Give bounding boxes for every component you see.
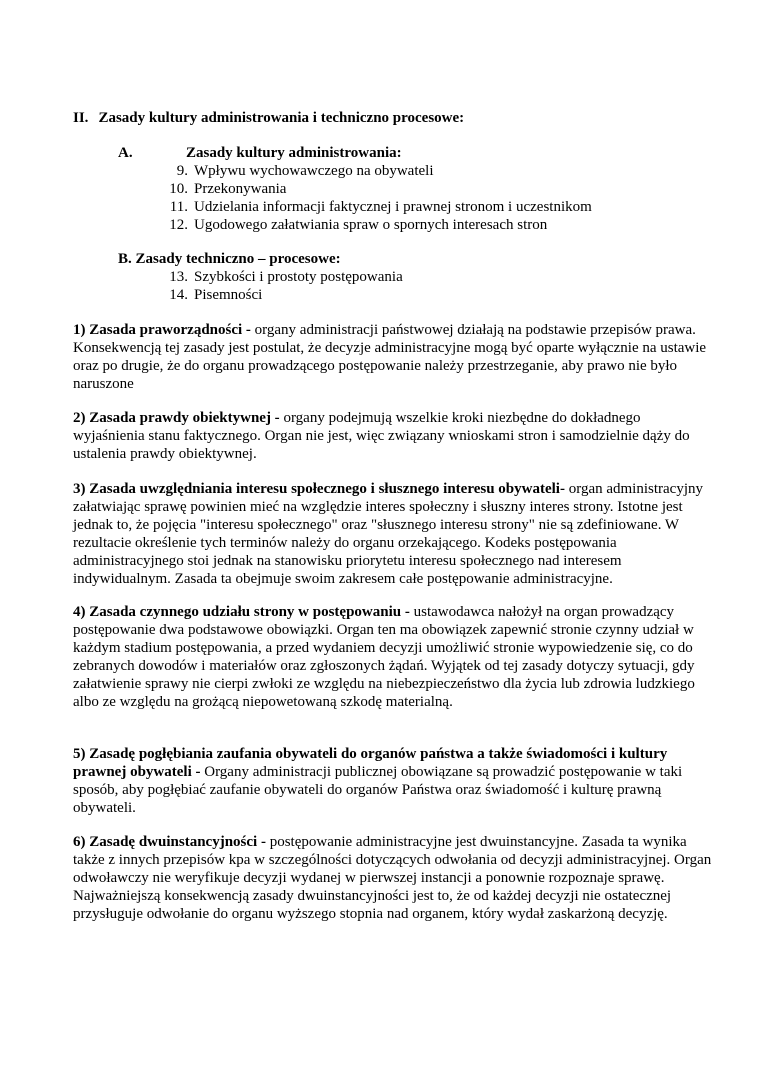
- list-item-number: 10.: [169, 181, 188, 197]
- subsection-a-list: [150, 162, 592, 234]
- paragraph-zaufanie: [73, 745, 713, 817]
- paragraph-praworzadnosc: [73, 321, 713, 393]
- paragraph-prawda-obiektywna: [73, 409, 713, 463]
- list-item-number: 13.: [169, 269, 188, 285]
- paragraph-czynny-udzial: [73, 603, 713, 711]
- subsection-b-heading: B. Zasady techniczno – procesowe:: [118, 251, 341, 267]
- paragraph-body: postępowanie administracyjne jest dwuinstancyjne. Zasada ta wynika także z innych przepisów kpa w szczególności dotyczących odwołania od decyzji administracyjnej. Organ odwoławczy nie weryfikuje decyzji wydanej w pierwszej instancji a ponownie rozpoznaje sprawę. Najważniejszą konsekwencją zasady dwuinstancyjności jest to, że od każdej decyzji nie ostatecznej przysługuje odwołanie do organu wyższego stopnia nad organem, który wydał zaskarżoną decyzję.: [73, 834, 712, 922]
- list-item-text: Wpływu wychowawczego na obywateli: [194, 163, 434, 179]
- list-item-number: 12.: [169, 217, 188, 233]
- paragraph-lead: 6) Zasadę dwuinstancyjności -: [73, 834, 266, 850]
- paragraph-lead: 5) Zasadę pogłębiania zaufania obywateli do organów państwa a także świadomości i kultury prawnej obywateli -: [73, 746, 668, 780]
- list-item-text: Pisemności: [194, 287, 263, 303]
- list-item-text: Przekonywania: [194, 181, 287, 197]
- list-item-number: 11.: [169, 199, 188, 215]
- list-item-text: Szybkości i prostoty postępowania: [194, 269, 403, 285]
- paragraph-lead: 2) Zasada prawdy obiektywnej -: [73, 410, 280, 426]
- list-item-number: 14.: [169, 287, 188, 303]
- list-item-text: Ugodowego załatwiania spraw o spornych interesach stron: [194, 217, 548, 233]
- paragraph-lead: 4) Zasada czynnego udziału strony w postępowaniu -: [73, 604, 410, 620]
- list-item-number: 9.: [176, 163, 188, 179]
- subsection-a-heading: [118, 144, 402, 162]
- section-title: Zasady kultury administrowania i techniczno procesowe:: [98, 110, 465, 126]
- subsection-b-list: [150, 268, 403, 304]
- paragraph-body: Organy administracji publicznej obowiązane są prowadzić postępowanie w taki sposób, aby pogłębiać zaufanie obywateli do organów Państwa oraz świadomość i kulturę prawną obywateli.: [73, 764, 683, 816]
- list-item-text: Udzielania informacji faktycznej i prawnej stronom i uczestnikom: [194, 199, 592, 215]
- paragraph-body: ustawodawca nałożył na organ prowadzący postępowanie dwa podstawowe obowiązki. Organ ten ma obowiązek zapewnić stronie czynny udział w każdym stadium postępowania, a przed wydaniem decyzji umożliwić stronie wypowiedzenie się, co do zebranych dowodów i materiałów oraz zgłoszonych żądań. Wyjątek od tej zasady dotyczy sytuacji, gdy załatwienie sprawy nie cierpi zwłoki ze względu na niebezpieczeństwo dla życia lub zdrowia ludzkiego albo ze względu na grożącą niepowetowaną szkodę materialną.: [73, 604, 695, 710]
- list-item: [150, 268, 403, 286]
- list-item: [150, 216, 592, 234]
- subsection-a-letter: A.: [118, 145, 133, 161]
- paragraph-lead: 1) Zasada praworządności -: [73, 322, 251, 338]
- paragraph-interes-spoleczny: [73, 480, 713, 588]
- list-item: [150, 286, 403, 304]
- paragraph-body: organy administracji państwowej działają na podstawie przepisów prawa. Konsekwencją tej zasady jest postulat, że decyzje administracyjne mogą być oparte wyłącznie na ustawie oraz po drugie, że do organu prowadzącego postępowanie należy przestrzeganie, aby prawo nie było naruszone: [73, 322, 707, 392]
- list-item: [150, 180, 592, 198]
- list-item: [150, 198, 592, 216]
- list-item: [150, 162, 592, 180]
- section-number: II.: [73, 110, 89, 126]
- section-heading: [73, 109, 464, 127]
- subsection-a-title: Zasady kultury administrowania:: [186, 145, 402, 161]
- paragraph-lead: 3) Zasada uwzględniania interesu społecznego i słusznego interesu obywateli-: [73, 481, 565, 497]
- paragraph-dwuinstancyjnosc: [73, 833, 713, 923]
- paragraph-body: organ administracyjny załatwiając sprawę powinien mieć na względzie interes społeczny i słuszny interes strony. Istotne jest jednak to, że pojęcia "interesu społecznego" oraz "słusznego interesu strony" nie są zdefiniowane. W rezultacie określenie tych terminów należy do organu orzekającego. Kodeks postępowania administracyjnego stoi jednak na stanowisku priorytetu interesu społecznego nad interesem indywidualnym. Zasada ta obejmuje swoim zakresem całe postępowanie administracyjne.: [73, 481, 703, 587]
- paragraph-body: organy podejmują wszelkie kroki niezbędne do dokładnego wyjaśnienia stanu faktycznego. Organ nie jest, więc związany wnioskami stron i samodzielnie dąży do ustalenia prawdy obiektywnej.: [73, 410, 690, 462]
